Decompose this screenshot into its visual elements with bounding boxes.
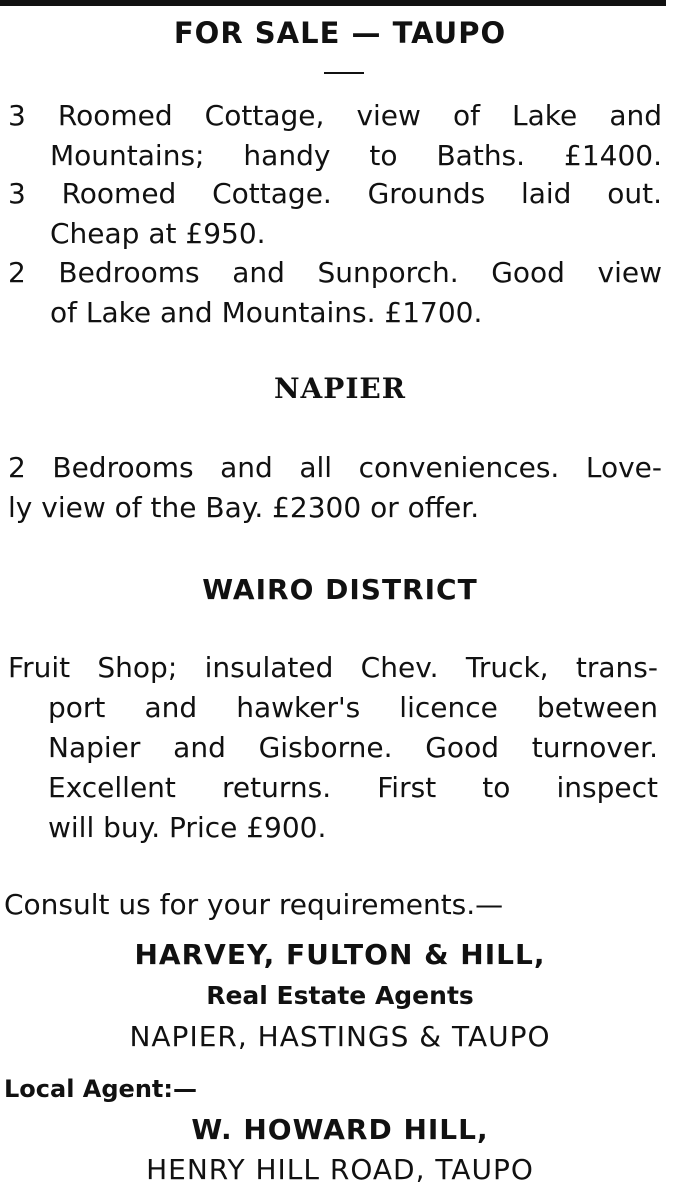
listing-wairo (8, 648, 658, 848)
heading-underline-dash (324, 72, 364, 74)
local-agent-label: Local Agent:— (4, 1075, 197, 1103)
listing-line: Cheap at £950. (50, 217, 266, 250)
listing-line: Fruit Shop; insulated Chev. Truck, trans- (8, 651, 658, 684)
local-agent-address: HENRY HILL ROAD, TAUPO (146, 1153, 534, 1186)
listing-line: port and hawker's licence between (48, 691, 658, 724)
top-border-rule (0, 0, 666, 6)
listing-line: Excellent returns. First to inspect (48, 771, 658, 804)
listing-taupo-2 (8, 174, 662, 254)
agency-name: HARVEY, FULTON & HILL, (134, 938, 546, 971)
heading-for-sale-taupo: FOR SALE — TAUPO (173, 16, 507, 50)
listing-line: ly view of the Bay. £2300 or offer. (8, 491, 480, 524)
listing-line: will buy. Price £900. (48, 811, 327, 844)
listing-line: of Lake and Mountains. £1700. (50, 296, 483, 329)
listing-line: 2 Bedrooms and Sunporch. Good view (8, 256, 662, 289)
listing-napier (8, 448, 662, 528)
agency-role: Real Estate Agents (206, 981, 474, 1010)
listing-taupo-1 (8, 96, 662, 176)
local-agent-name: W. HOWARD HILL, (191, 1113, 489, 1146)
listing-line: Mountains; handy to Baths. £1400. (50, 139, 662, 172)
listing-line: 3 Roomed Cottage. Grounds laid out. (8, 177, 662, 210)
heading-wairo-district: WAIRO DISTRICT (202, 573, 478, 606)
listing-line: Napier and Gisborne. Good turnover. (48, 731, 658, 764)
consult-text: Consult us for your requirements.— (4, 888, 504, 921)
agency-towns: NAPIER, HASTINGS & TAUPO (129, 1020, 551, 1053)
heading-napier: NAPIER (273, 372, 407, 405)
listing-taupo-3 (8, 253, 662, 333)
listing-line: 3 Roomed Cottage, view of Lake and (8, 99, 662, 132)
listing-line: 2 Bedrooms and all conveniences. Love- (8, 451, 662, 484)
